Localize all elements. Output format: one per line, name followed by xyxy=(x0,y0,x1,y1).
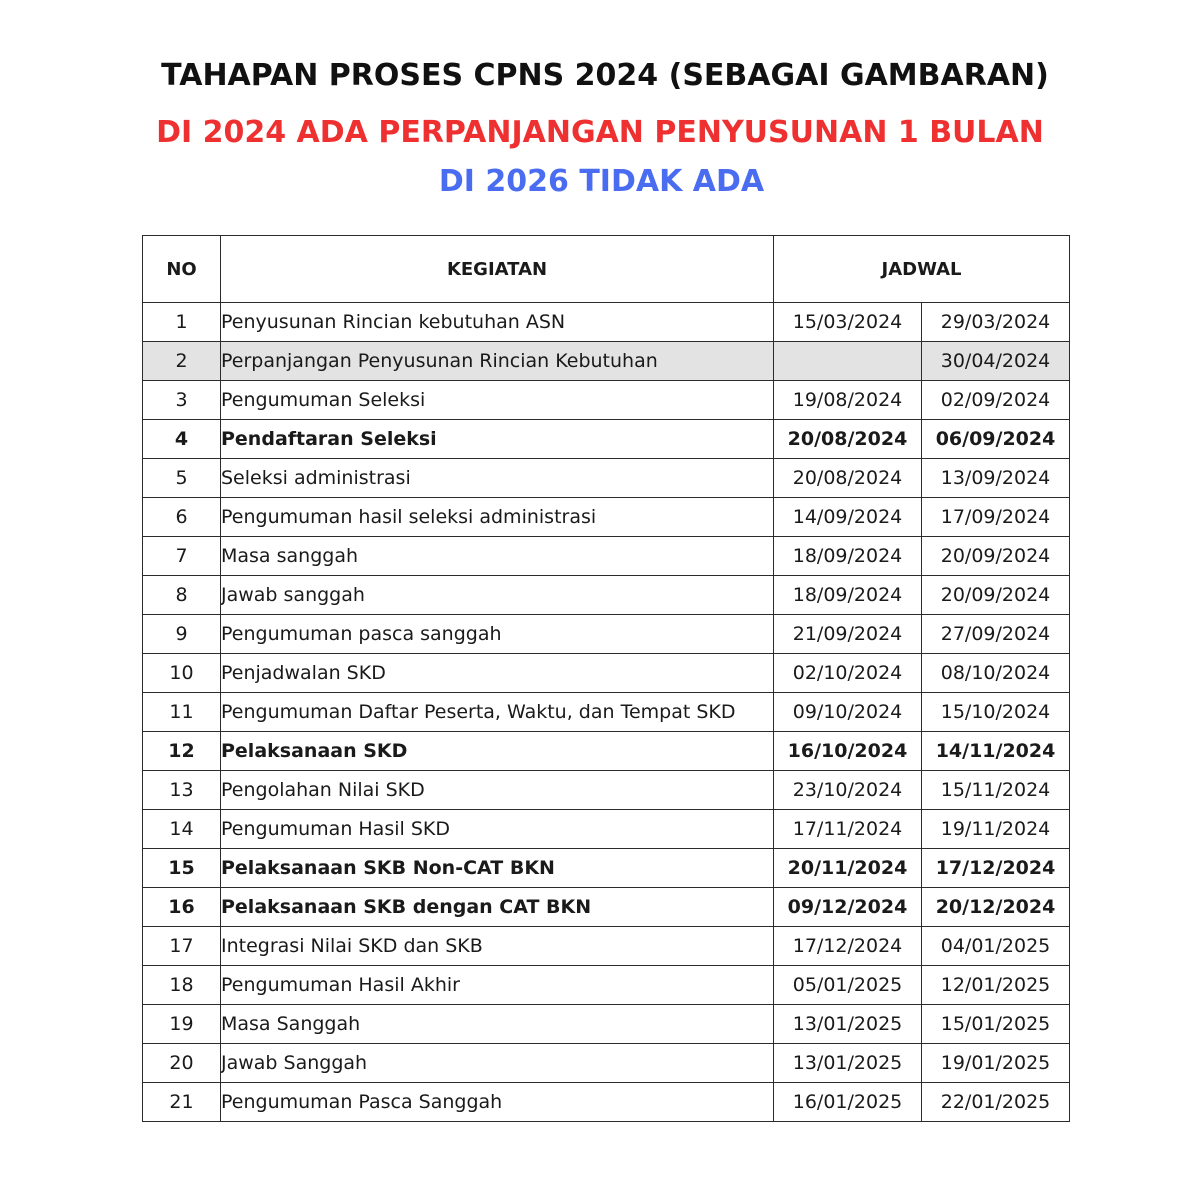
row-end-date: 20/09/2024 xyxy=(922,576,1070,615)
row-number: 7 xyxy=(143,537,221,576)
table-row xyxy=(143,732,1070,771)
subtitle-red: DI 2024 ADA PERPANJANGAN PENYUSUNAN 1 BULAN xyxy=(156,115,1044,150)
row-end-date: 20/09/2024 xyxy=(922,537,1070,576)
table-row xyxy=(143,615,1070,654)
row-start-date: 23/10/2024 xyxy=(774,771,922,810)
row-end-date: 17/09/2024 xyxy=(922,498,1070,537)
row-end-date: 22/01/2025 xyxy=(922,1083,1070,1122)
row-number: 5 xyxy=(143,459,221,498)
row-kegiatan: Pendaftaran Seleksi xyxy=(221,420,774,459)
table-row xyxy=(143,459,1070,498)
table-row xyxy=(143,342,1070,381)
table-row xyxy=(143,654,1070,693)
header-kegiatan: KEGIATAN xyxy=(221,236,774,303)
row-kegiatan: Pengumuman hasil seleksi administrasi xyxy=(221,498,774,537)
row-kegiatan: Pengumuman Seleksi xyxy=(221,381,774,420)
table-row xyxy=(143,849,1070,888)
row-end-date: 08/10/2024 xyxy=(922,654,1070,693)
table-row xyxy=(143,1005,1070,1044)
table-row xyxy=(143,576,1070,615)
row-kegiatan: Pengumuman pasca sanggah xyxy=(221,615,774,654)
row-end-date: 17/12/2024 xyxy=(922,849,1070,888)
row-start-date: 02/10/2024 xyxy=(774,654,922,693)
row-number: 8 xyxy=(143,576,221,615)
row-start-date: 17/12/2024 xyxy=(774,927,922,966)
row-start-date: 13/01/2025 xyxy=(774,1005,922,1044)
row-start-date: 15/03/2024 xyxy=(774,303,922,342)
row-number: 9 xyxy=(143,615,221,654)
row-number: 16 xyxy=(143,888,221,927)
row-end-date: 29/03/2024 xyxy=(922,303,1070,342)
table-header xyxy=(143,236,1070,303)
row-start-date: 18/09/2024 xyxy=(774,537,922,576)
row-start-date: 14/09/2024 xyxy=(774,498,922,537)
row-start-date: 13/01/2025 xyxy=(774,1044,922,1083)
schedule-table xyxy=(142,235,1070,1122)
row-number: 19 xyxy=(143,1005,221,1044)
subtitle-blue: DI 2026 TIDAK ADA xyxy=(438,164,765,199)
row-start-date: 09/12/2024 xyxy=(774,888,922,927)
table-row xyxy=(143,420,1070,459)
row-number: 10 xyxy=(143,654,221,693)
row-end-date: 15/11/2024 xyxy=(922,771,1070,810)
row-number: 3 xyxy=(143,381,221,420)
row-start-date: 20/08/2024 xyxy=(774,459,922,498)
row-end-date: 15/10/2024 xyxy=(922,693,1070,732)
row-kegiatan: Pengumuman Hasil Akhir xyxy=(221,966,774,1005)
row-start-date: 05/01/2025 xyxy=(774,966,922,1005)
row-end-date: 27/09/2024 xyxy=(922,615,1070,654)
row-end-date: 15/01/2025 xyxy=(922,1005,1070,1044)
row-kegiatan: Integrasi Nilai SKD dan SKB xyxy=(221,927,774,966)
row-kegiatan: Pelaksanaan SKB Non-CAT BKN xyxy=(221,849,774,888)
row-kegiatan: Pelaksanaan SKB dengan CAT BKN xyxy=(221,888,774,927)
table-row xyxy=(143,381,1070,420)
table-row xyxy=(143,810,1070,849)
row-end-date: 19/01/2025 xyxy=(922,1044,1070,1083)
row-start-date: 20/08/2024 xyxy=(774,420,922,459)
table-row xyxy=(143,1044,1070,1083)
page-title: TAHAPAN PROSES CPNS 2024 (SEBAGAI GAMBARAN) xyxy=(161,58,1049,93)
row-start-date: 17/11/2024 xyxy=(774,810,922,849)
table-row xyxy=(143,888,1070,927)
row-kegiatan: Pengumuman Daftar Peserta, Waktu, dan Tempat SKD xyxy=(221,693,774,732)
table-row xyxy=(143,1083,1070,1122)
row-start-date: 19/08/2024 xyxy=(774,381,922,420)
row-start-date xyxy=(774,342,922,381)
row-end-date: 13/09/2024 xyxy=(922,459,1070,498)
row-kegiatan: Jawab sanggah xyxy=(221,576,774,615)
row-kegiatan: Masa Sanggah xyxy=(221,1005,774,1044)
row-kegiatan: Pengolahan Nilai SKD xyxy=(221,771,774,810)
table-row xyxy=(143,771,1070,810)
row-number: 4 xyxy=(143,420,221,459)
header-jadwal: JADWAL xyxy=(774,236,1070,303)
row-kegiatan: Pengumuman Hasil SKD xyxy=(221,810,774,849)
table-row xyxy=(143,927,1070,966)
table-row xyxy=(143,537,1070,576)
row-number: 21 xyxy=(143,1083,221,1122)
row-end-date: 30/04/2024 xyxy=(922,342,1070,381)
table-row xyxy=(143,693,1070,732)
row-start-date: 16/01/2025 xyxy=(774,1083,922,1122)
row-kegiatan: Seleksi administrasi xyxy=(221,459,774,498)
row-start-date: 21/09/2024 xyxy=(774,615,922,654)
row-number: 20 xyxy=(143,1044,221,1083)
row-end-date: 19/11/2024 xyxy=(922,810,1070,849)
table-row xyxy=(143,498,1070,537)
header-row xyxy=(143,236,1070,303)
row-kegiatan: Perpanjangan Penyusunan Rincian Kebutuhan xyxy=(221,342,774,381)
table-row xyxy=(143,966,1070,1005)
row-number: 6 xyxy=(143,498,221,537)
row-number: 15 xyxy=(143,849,221,888)
row-kegiatan: Jawab Sanggah xyxy=(221,1044,774,1083)
row-start-date: 20/11/2024 xyxy=(774,849,922,888)
row-kegiatan: Pengumuman Pasca Sanggah xyxy=(221,1083,774,1122)
row-end-date: 04/01/2025 xyxy=(922,927,1070,966)
row-end-date: 12/01/2025 xyxy=(922,966,1070,1005)
row-end-date: 20/12/2024 xyxy=(922,888,1070,927)
row-number: 17 xyxy=(143,927,221,966)
table-body xyxy=(143,303,1070,1122)
header-no: NO xyxy=(143,236,221,303)
row-number: 14 xyxy=(143,810,221,849)
row-end-date: 02/09/2024 xyxy=(922,381,1070,420)
row-number: 12 xyxy=(143,732,221,771)
row-start-date: 16/10/2024 xyxy=(774,732,922,771)
row-kegiatan: Masa sanggah xyxy=(221,537,774,576)
row-end-date: 14/11/2024 xyxy=(922,732,1070,771)
row-number: 1 xyxy=(143,303,221,342)
row-number: 18 xyxy=(143,966,221,1005)
row-number: 13 xyxy=(143,771,221,810)
row-number: 2 xyxy=(143,342,221,381)
row-number: 11 xyxy=(143,693,221,732)
row-kegiatan: Penjadwalan SKD xyxy=(221,654,774,693)
row-kegiatan: Penyusunan Rincian kebutuhan ASN xyxy=(221,303,774,342)
table-row xyxy=(143,303,1070,342)
row-end-date: 06/09/2024 xyxy=(922,420,1070,459)
row-start-date: 18/09/2024 xyxy=(774,576,922,615)
row-kegiatan: Pelaksanaan SKD xyxy=(221,732,774,771)
row-start-date: 09/10/2024 xyxy=(774,693,922,732)
